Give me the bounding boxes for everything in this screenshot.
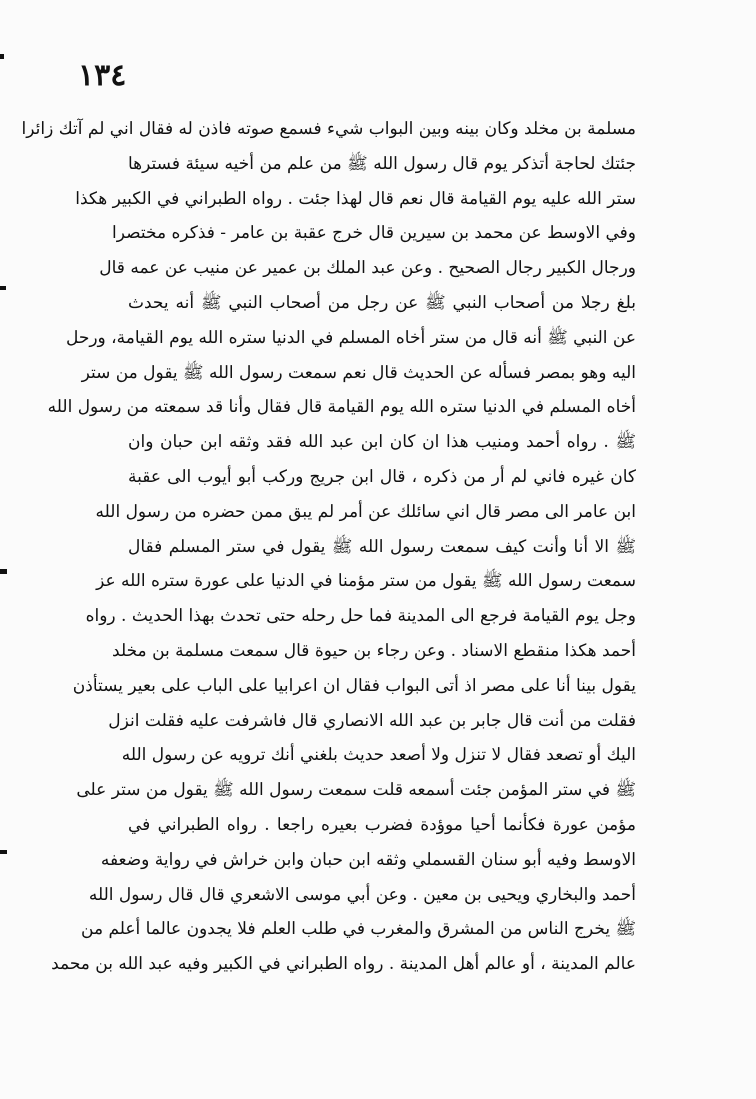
text-line: مؤمن عورة فكأنما أحيا موؤدة فضرب بعيره راجعا . رواه الطبراني في	[128, 814, 636, 835]
body-text	[21, 112, 636, 982]
text-line: أحمد هكذا منقطع الاسناد . وعن رجاء بن حيوة قال سمعت مسلمة بن مخلد	[112, 640, 636, 661]
left-edge-mark	[0, 286, 6, 290]
text-line: اليه وهو بمصر فسأله عن الحديث قال نعم سمعت رسول الله ﷺ يقول من ستر	[81, 362, 636, 383]
text-line: ورجال الكبير رجال الصحيح . وعن عبد الملك بن عمير عن منيب عن عمه قال	[99, 258, 636, 279]
text-line: ستر الله عليه يوم القيامة قال نعم قال لهذا جئت . رواه الطبراني في الكبير هكذا	[75, 188, 636, 209]
text-line: فقلت من أنت قال جابر بن عبد الله الانصاري قال فاشرفت عليه فقلت انزل	[108, 710, 636, 731]
text-line: أحمد والبخاري ويحيى بن معين . وعن أبي موسى الاشعري قال قال رسول الله	[88, 884, 636, 905]
text-line: يقول بينا أنا على مصر اذ أتى البواب فقال ان اعرابيا على الباب على بعير يستأذن	[72, 675, 636, 696]
text-line: مسلمة بن مخلد وكان بينه وبين البواب شيء فسمع صوته فاذن له فقال اني لم آتك زائرا	[21, 119, 636, 139]
left-edge-mark	[0, 569, 7, 574]
text-line: ابن عامر الى مصر قال اني سائلك عن أمر لم يبق ممن حضره من رسول الله	[95, 501, 636, 522]
text-line: بلغ رجلا من أصحاب النبي ﷺ عن رجل من أصحاب النبي ﷺ أنه يحدث	[128, 292, 636, 313]
text-line: جئتك لحاجة أتذكر يوم قال رسول الله ﷺ من علم من أخيه سيئة فسترها	[128, 153, 636, 174]
page-number: ١٣٤	[78, 58, 127, 93]
text-line: سمعت رسول الله ﷺ يقول من ستر مؤمنا في الدنيا على عورة ستره الله عز	[96, 571, 636, 592]
text-line: ﷺ في ستر المؤمن جئت أسمعه قلت سمعت رسول الله ﷺ يقول من ستر على	[76, 780, 636, 801]
left-edge-mark	[0, 850, 7, 854]
text-line: وجل يوم القيامة فرجع الى المدينة فما حل رحله حتى تحدث بهذا الحديث . رواه	[85, 606, 636, 627]
left-edge-mark	[0, 54, 4, 59]
text-line: ﷺ يخرج الناس من المشرق والمغرب في طلب العلم فلا يجدون عالما أعلم من	[81, 919, 636, 940]
text-line: كان غيره فاني لم أر من ذكره ، قال ابن جريج وركب أبو أيوب الى عقبة	[128, 466, 636, 487]
text-line: ﷺ الا أنا وأنت كيف سمعت رسول الله ﷺ يقول في ستر المسلم فقال	[128, 536, 636, 557]
text-line: أخاه المسلم في الدنيا ستره الله يوم القيامة قال فقال وأنا قد سمعته من رسول الله	[47, 397, 636, 418]
text-line: الاوسط وفيه أبو سنان القسملي وثقه ابن حبان وابن خراش في رواية وضعفه	[100, 849, 636, 870]
text-line: وفي الاوسط عن محمد بن سيرين قال خرج عقبة بن عامر - فذكره مختصرا	[112, 223, 636, 244]
text-line: ﷺ . رواه أحمد ومنيب هذا ان كان ابن عبد الله فقد وثقه ابن حبان وان	[128, 432, 636, 453]
text-line: عالم المدينة ، أو عالم أهل المدينة . رواه الطبراني في الكبير وفيه عبد الله بن محمد	[51, 954, 636, 975]
text-line: اليك أو تصعد فقال لا تنزل ولا أصعد حديث بلغني أنك ترويه عن رسول الله	[121, 745, 636, 766]
text-line: عن النبي ﷺ أنه قال من ستر أخاه المسلم في الدنيا ستره الله يوم القيامة، ورحل	[65, 327, 636, 348]
